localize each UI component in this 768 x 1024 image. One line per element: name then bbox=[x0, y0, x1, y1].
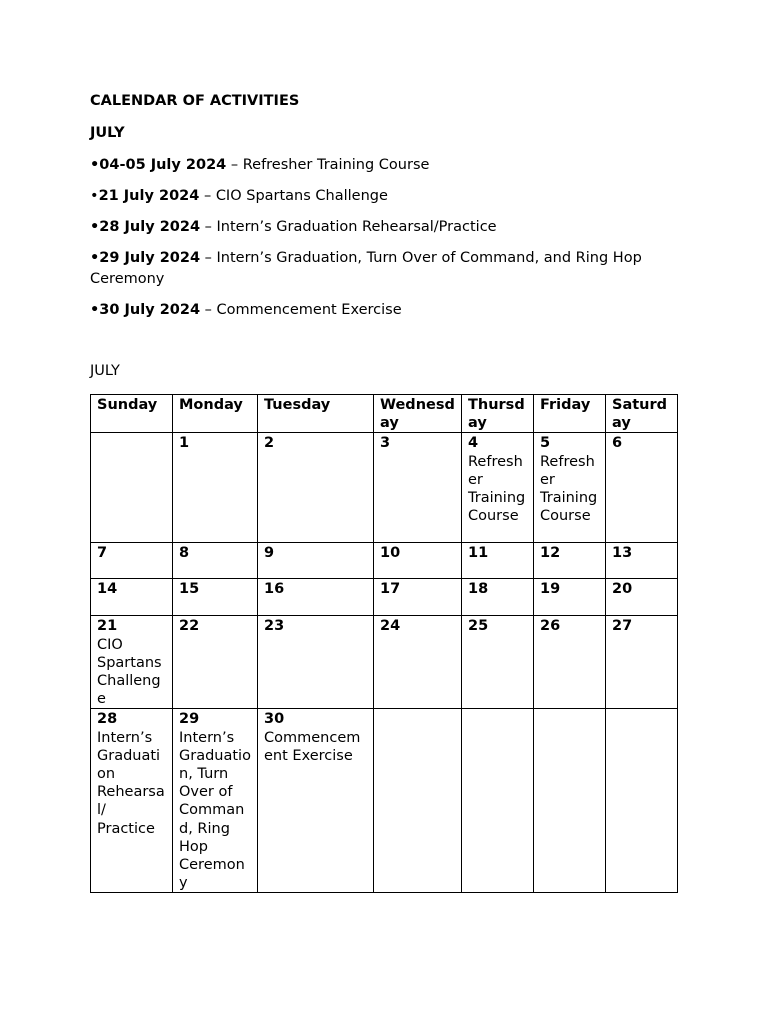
day-number: 2 bbox=[264, 435, 275, 452]
calendar-day-cell bbox=[462, 579, 534, 616]
day-number: 22 bbox=[179, 618, 200, 635]
calendar-day-cell bbox=[91, 433, 173, 543]
calendar-day-cell bbox=[374, 709, 462, 893]
calendar-day-cell bbox=[606, 709, 678, 893]
event-separator: – bbox=[226, 157, 243, 173]
calendar-day-cell bbox=[173, 616, 258, 709]
day-number: 29 bbox=[179, 711, 200, 728]
calendar-day-cell bbox=[258, 709, 374, 893]
calendar-day-cell bbox=[91, 709, 173, 893]
calendar-day-cell bbox=[173, 579, 258, 616]
day-number: 5 bbox=[540, 435, 551, 452]
day-header-saturday: Saturday bbox=[606, 395, 678, 433]
day-header-monday: Monday bbox=[173, 395, 258, 433]
day-number: 23 bbox=[264, 618, 285, 635]
bullet: • bbox=[90, 250, 100, 266]
day-number: 26 bbox=[540, 618, 561, 635]
calendar-day-cell bbox=[606, 616, 678, 709]
event-item bbox=[90, 186, 680, 207]
day-number: 9 bbox=[264, 545, 275, 562]
event-date: 30 July 2024 bbox=[99, 302, 201, 318]
event-text: Commencement Exercise bbox=[216, 302, 402, 318]
bullet: • bbox=[90, 157, 100, 173]
day-number: 17 bbox=[380, 581, 401, 598]
event-separator: – bbox=[200, 302, 217, 318]
day-header-sunday: Sunday bbox=[91, 395, 173, 433]
day-number: 25 bbox=[468, 618, 489, 635]
event-item bbox=[90, 217, 680, 238]
day-number: 14 bbox=[97, 581, 118, 598]
event-date: 29 July 2024 bbox=[99, 250, 201, 266]
calendar-day-cell bbox=[91, 543, 173, 579]
month-heading: JULY bbox=[90, 125, 125, 141]
calendar-week-row bbox=[91, 709, 678, 893]
day-number: 28 bbox=[97, 711, 118, 728]
event-list bbox=[90, 155, 680, 331]
calendar-day-cell bbox=[606, 579, 678, 616]
day-header-tuesday: Tuesday bbox=[258, 395, 374, 433]
day-header-wednesday: Wednesday bbox=[374, 395, 462, 433]
day-number: 10 bbox=[380, 545, 401, 562]
day-number: 15 bbox=[179, 581, 200, 598]
day-number: 11 bbox=[468, 545, 489, 562]
bullet: • bbox=[90, 188, 99, 204]
day-number: 30 bbox=[264, 711, 285, 728]
calendar-day-cell bbox=[462, 616, 534, 709]
calendar-day-cell bbox=[462, 543, 534, 579]
day-event: Intern’s Graduation Rehearsal/ Practice bbox=[97, 729, 165, 837]
calendar-day-cell bbox=[534, 433, 606, 543]
event-item bbox=[90, 300, 680, 321]
event-separator: – bbox=[200, 250, 217, 266]
day-event: Commencement Exercise bbox=[264, 729, 361, 764]
day-number: 13 bbox=[612, 545, 633, 562]
event-date: 28 July 2024 bbox=[99, 219, 201, 235]
day-number: 8 bbox=[179, 545, 190, 562]
day-number: 18 bbox=[468, 581, 489, 598]
event-text: Refresher Training Course bbox=[242, 157, 430, 173]
calendar-day-cell bbox=[258, 616, 374, 709]
calendar-day-cell bbox=[258, 579, 374, 616]
day-event: Intern’s Graduation, Turn Over of Command, Ring Hop Ceremony bbox=[179, 729, 251, 892]
day-number: 7 bbox=[97, 545, 108, 562]
calendar-week-row bbox=[91, 433, 678, 543]
day-number: 6 bbox=[612, 435, 623, 452]
calendar-table bbox=[90, 394, 678, 893]
event-text: Intern’s Graduation, Turn Over of Command, and Ring Hop Ceremony bbox=[90, 250, 642, 287]
event-date: 21 July 2024 bbox=[98, 188, 200, 204]
event-text: Intern’s Graduation Rehearsal/Practice bbox=[216, 219, 497, 235]
calendar-day-cell bbox=[91, 616, 173, 709]
day-event: Refresher Training Course bbox=[540, 453, 598, 525]
calendar-day-cell bbox=[462, 709, 534, 893]
calendar-day-cell bbox=[173, 543, 258, 579]
calendar-body bbox=[91, 433, 678, 893]
calendar-day-cell bbox=[173, 709, 258, 893]
calendar-day-cell bbox=[91, 579, 173, 616]
day-header-friday: Friday bbox=[534, 395, 606, 433]
page-title: CALENDAR OF ACTIVITIES bbox=[90, 93, 300, 109]
day-number: 27 bbox=[612, 618, 633, 635]
day-number: 1 bbox=[179, 435, 190, 452]
day-number: 21 bbox=[97, 618, 118, 635]
calendar-header-row bbox=[91, 395, 678, 433]
calendar-day-cell bbox=[374, 433, 462, 543]
calendar-day-cell bbox=[462, 433, 534, 543]
day-number: 16 bbox=[264, 581, 285, 598]
calendar-day-cell bbox=[606, 433, 678, 543]
calendar-day-cell bbox=[374, 616, 462, 709]
calendar-day-cell bbox=[534, 616, 606, 709]
bullet: • bbox=[90, 302, 100, 318]
calendar-week-row bbox=[91, 543, 678, 579]
event-date: 04-05 July 2024 bbox=[99, 157, 227, 173]
day-event: Refresher Training Course bbox=[468, 453, 526, 525]
calendar-day-cell bbox=[606, 543, 678, 579]
event-separator: – bbox=[200, 219, 217, 235]
day-number: 4 bbox=[468, 435, 479, 452]
day-event: CIO Spartans Challenge bbox=[97, 636, 162, 708]
bullet: • bbox=[90, 219, 100, 235]
day-number: 20 bbox=[612, 581, 633, 598]
calendar-day-cell bbox=[534, 543, 606, 579]
event-item bbox=[90, 248, 680, 290]
day-number: 24 bbox=[380, 618, 401, 635]
day-number: 3 bbox=[380, 435, 391, 452]
day-header-thursday: Thursday bbox=[462, 395, 534, 433]
calendar-label: JULY bbox=[90, 363, 120, 379]
day-number: 19 bbox=[540, 581, 561, 598]
day-number: 12 bbox=[540, 545, 561, 562]
calendar-day-cell bbox=[374, 579, 462, 616]
event-separator: – bbox=[199, 188, 216, 204]
calendar-week-row bbox=[91, 579, 678, 616]
calendar-day-cell bbox=[534, 579, 606, 616]
calendar-day-cell bbox=[173, 433, 258, 543]
calendar-day-cell bbox=[534, 709, 606, 893]
calendar-day-cell bbox=[374, 543, 462, 579]
calendar-day-cell bbox=[258, 433, 374, 543]
event-text: CIO Spartans Challenge bbox=[215, 188, 388, 204]
calendar-week-row bbox=[91, 616, 678, 709]
event-item bbox=[90, 155, 680, 176]
calendar-day-cell bbox=[258, 543, 374, 579]
